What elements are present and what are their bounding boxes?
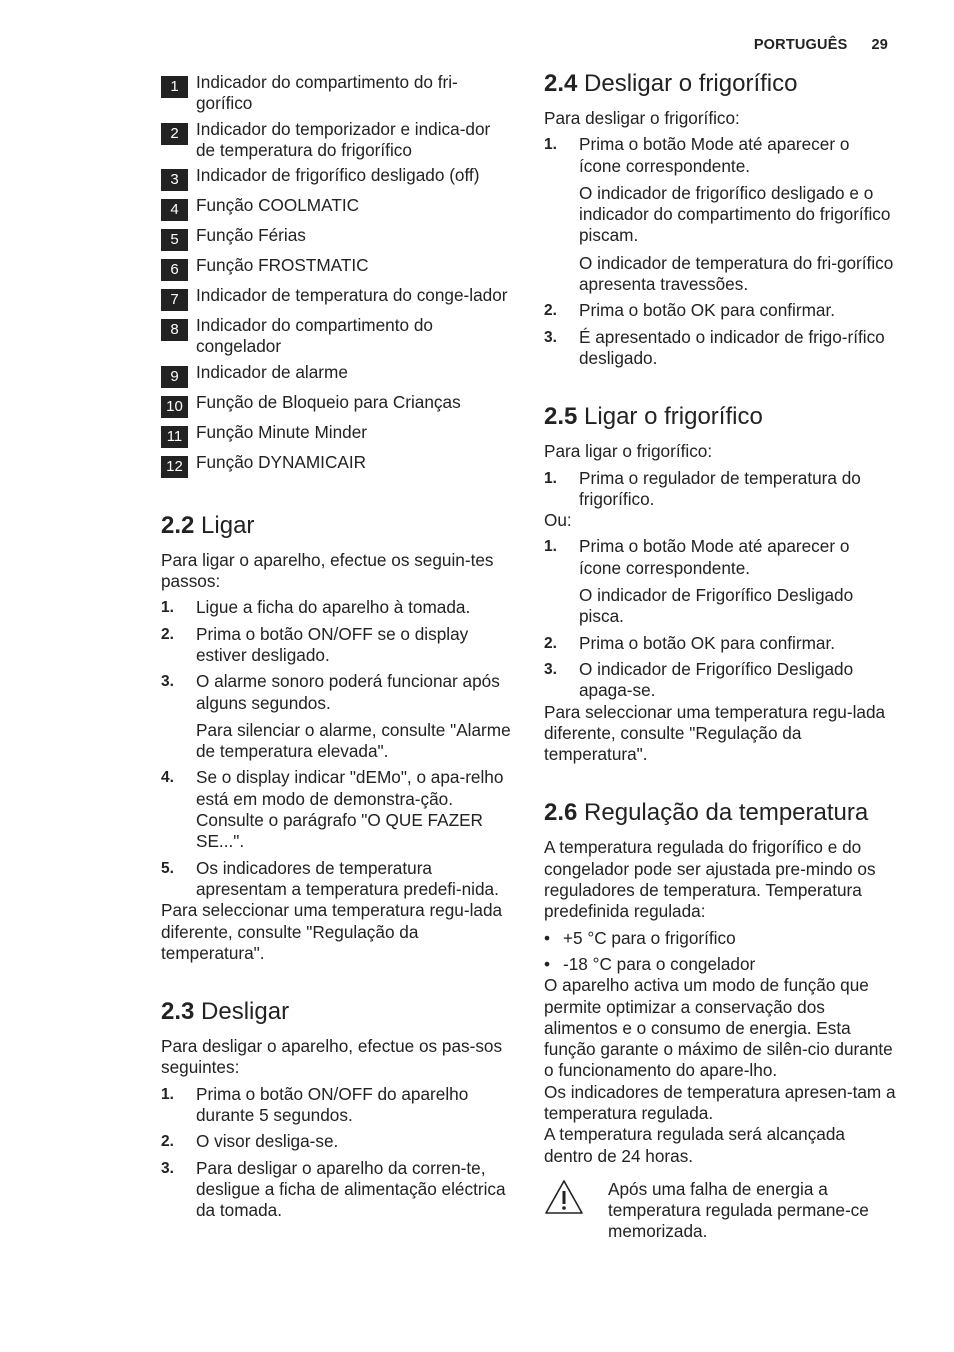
list-item: 2. Prima o botão ON/OFF se o display estiver desligado.	[161, 623, 469, 665]
legend-number-badge: 12	[161, 456, 188, 478]
legend-text: Indicador de alarme	[196, 361, 348, 382]
legend-number-badge: 9	[161, 366, 188, 388]
legend-number-badge: 8	[161, 319, 188, 341]
legend-text: Função FROSTMATIC	[196, 255, 369, 276]
header-language: PORTUGUÊS	[753, 37, 848, 53]
list-item: 1. Prima o botão Mode até aparecer o ícone correspondente.	[544, 134, 850, 176]
or-label: Ou:	[544, 510, 572, 531]
list-item: 1. Prima o botão Mode até aparecer o ícone correspondente.	[544, 536, 850, 578]
list-item: 2. Prima o botão OK para confirmar.	[544, 632, 836, 653]
section-title-2-4: 2.4 Desligar o frigorífico	[544, 70, 798, 97]
legend-item	[161, 165, 513, 191]
legend-number-badge: 5	[161, 229, 188, 251]
legend-item	[161, 225, 513, 251]
warning-triangle-icon	[544, 1179, 608, 1243]
step-note: O indicador de temperatura do fri-gorífico apresenta travessões.	[579, 252, 894, 295]
section-intro: Para desligar o frigorífico:	[544, 108, 740, 128]
legend-text: Função COOLMATIC	[196, 195, 360, 216]
section-title-2-3: 2.3 Desligar	[161, 998, 290, 1026]
legend-text: Indicador do temporizador e indica-dor de temperatura do frigorífico	[196, 118, 491, 160]
section-outro: Para seleccionar uma temperatura regu-lada diferente, consulte "Regulação da temperatura".	[161, 900, 503, 963]
legend-number-badge: 1	[161, 76, 188, 98]
list-item: 2. O visor desliga-se.	[161, 1131, 339, 1152]
legend-text: Função DYNAMICAIR	[196, 451, 367, 472]
list-item: 3. Para desligar o aparelho da corren-te, desligue a ficha de alimentação eléctrica da tomada.	[161, 1157, 506, 1221]
list-item: 3. O indicador de Frigorífico Desligado apaga-se.	[544, 658, 854, 701]
left-column	[161, 68, 513, 1222]
section-intro: A temperatura regulada do frigorífico e do congelador pode ser ajustada pre-mindo os reguladores de temperatura. Temperatura predefinida regulada:	[544, 837, 876, 922]
warning-text: Após uma falha de energia a temperatura regulada permane-ce memorizada.	[608, 1178, 869, 1242]
section-title-2-2: 2.2 Ligar	[161, 511, 255, 539]
paragraph: Os indicadores de temperatura apresen-tam a temperatura regulada.	[544, 1081, 896, 1123]
legend-number-badge: 3	[161, 169, 188, 191]
step-note: Para silenciar o alarme, consulte "Alarme de temperatura elevada".	[196, 719, 511, 762]
legend-item	[161, 119, 513, 162]
list-item: 3. O alarme sonoro poderá funcionar após alguns segundos.	[161, 671, 500, 713]
list-item: 2. Prima o botão OK para confirmar.	[544, 300, 836, 321]
legend-text: Função Férias	[196, 225, 306, 246]
legend-number-badge: 7	[161, 289, 188, 311]
legend-number-badge: 4	[161, 199, 188, 221]
list-item: 5. Os indicadores de temperatura apresentam a temperatura predefi-nida.	[161, 857, 499, 899]
step-note: O indicador de frigorífico desligado e o indicador do compartimento do frigorífico piscam.	[579, 182, 891, 246]
paragraph: O aparelho activa um modo de função que permite optimizar a conservação dos alimentos e o consumo de energia. Esta função garante o máximo de silên-cio durante o funcionamento do apare-lho.	[544, 975, 893, 1081]
legend-item	[161, 72, 513, 115]
page-number: 29	[871, 37, 888, 53]
section-intro: Para ligar o aparelho, efectue os seguin-tes passos:	[161, 549, 494, 592]
legend-item	[161, 315, 513, 358]
section-intro: Para ligar o frigorífico:	[544, 441, 713, 462]
section-outro: Para seleccionar uma temperatura regu-lada diferente, consulte "Regulação da temperatura".	[544, 701, 886, 765]
bullet-icon: •	[544, 953, 551, 974]
legend-number-badge: 6	[161, 259, 188, 281]
bullet-item: • +5 °C para o frigorífico	[544, 927, 736, 948]
legend-item	[161, 255, 513, 281]
legend-item	[161, 452, 513, 478]
paragraph: A temperatura regulada será alcançada dentro de 24 horas.	[544, 1124, 845, 1166]
legend-number-badge: 11	[161, 426, 188, 448]
legend-text: Indicador de frigorífico desligado (off)	[196, 165, 480, 186]
page-header	[754, 37, 888, 53]
list-item: 3. É apresentado o indicador de frigo-rífico desligado.	[544, 326, 885, 368]
list-item: 1. Prima o botão ON/OFF do aparelho durante 5 segundos.	[161, 1083, 469, 1126]
legend-item	[161, 392, 513, 418]
legend-number-badge: 2	[161, 123, 188, 145]
section-title-2-6: 2.6 Regulação da temperatura	[544, 799, 869, 827]
warning-box	[544, 1179, 896, 1243]
list-item: 1. Prima o regulador de temperatura do frigorífico.	[544, 467, 861, 509]
section-title-2-5: 2.5 Ligar o frigorífico	[544, 403, 763, 431]
legend-item	[161, 422, 513, 448]
step-note: O indicador de Frigorífico Desligado pisca.	[579, 585, 854, 627]
legend-list	[161, 72, 513, 478]
list-item: 1. Ligue a ficha do aparelho à tomada.	[161, 597, 471, 618]
right-column	[544, 68, 896, 1243]
list-item: 4. Se o display indicar "dEMo", o apa-relho está em modo de demonstra-ção. Consulte o parágrafo "O QUE FAZER SE...".	[161, 767, 504, 852]
legend-text: Indicador do compartimento do congelador	[196, 315, 433, 357]
legend-item	[161, 362, 513, 388]
legend-text: Função de Bloqueio para Crianças	[196, 391, 461, 412]
bullet-icon: •	[544, 927, 551, 948]
legend-text: Indicador do compartimento do fri-gorífico	[196, 72, 458, 114]
legend-item	[161, 285, 513, 311]
legend-text: Função Minute Minder	[196, 421, 368, 442]
legend-text: Indicador de temperatura do conge-lador	[196, 285, 508, 306]
bullet-item: • -18 °C para o congelador	[544, 953, 756, 974]
legend-item	[161, 195, 513, 221]
section-intro: Para desligar o aparelho, efectue os pas-sos seguintes:	[161, 1036, 503, 1078]
legend-number-badge: 10	[161, 396, 188, 418]
